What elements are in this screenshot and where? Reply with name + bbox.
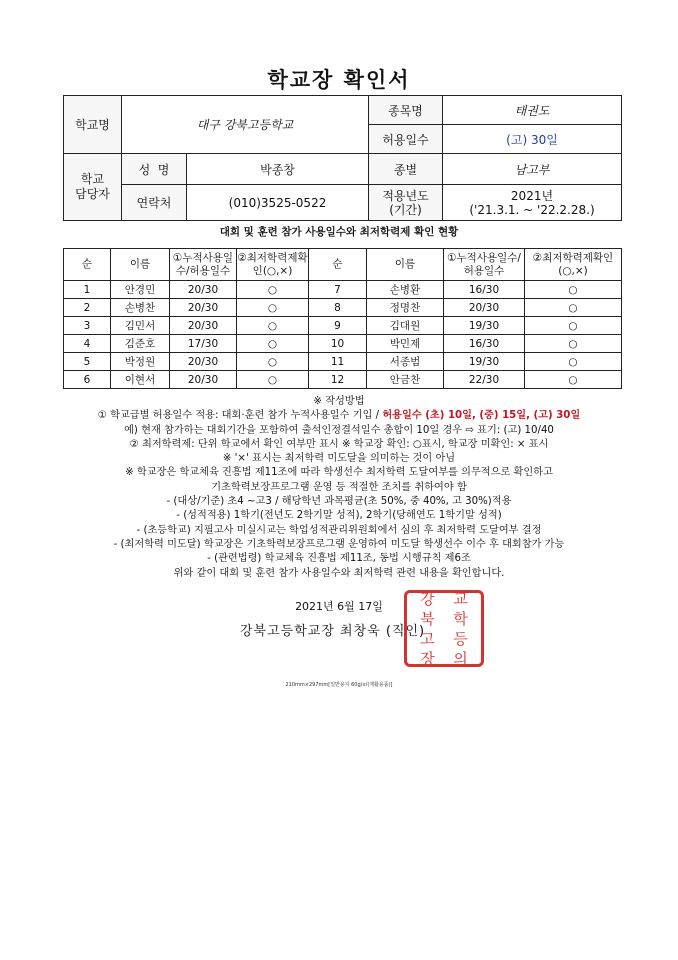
seal-glyph: 등 (453, 629, 468, 648)
student-days: 20/30 (170, 299, 237, 317)
seal-glyph: 학 (453, 609, 468, 628)
student-days-right: 22/30 (444, 371, 525, 389)
student-no: 4 (64, 335, 111, 353)
sport-text: 태권도 (514, 103, 550, 118)
student-name: 김준호 (111, 335, 170, 353)
student-name-right: 박민제 (367, 335, 444, 353)
student-days: 20/30 (170, 281, 237, 299)
notes-line-2: 예) 현재 참가하는 대회기간을 포함하여 출석인정결석일수 총합이 10일 경우 ⇨ 표기: (고) 10/40 (124, 424, 554, 436)
student-days-right: 16/30 (444, 281, 525, 299)
student-name-right: 김대원 (367, 317, 444, 335)
student-check-right: ○ (525, 317, 622, 335)
sport-value (443, 96, 622, 125)
contact-label: 연락처 (122, 185, 187, 221)
student-name: 손병찬 (111, 299, 170, 317)
allowed-days-label: 허용일수 (369, 125, 443, 154)
student-check-right: ○ (525, 371, 622, 389)
school-name: 대구 강북고등학교 (122, 96, 369, 154)
student-check-right: ○ (525, 281, 622, 299)
notes-line-8: - (성적적용) 1학기(전년도 2학기말 성적), 2학기(당해연도 1학기말 성적) (176, 510, 502, 522)
staff-name: 박종창 (187, 154, 369, 185)
table-row (64, 317, 622, 335)
student-no: 5 (64, 353, 111, 371)
header-check: ②최저학력제확인(○,×) (237, 249, 309, 281)
notes-line-7: - (대상/기준) 초4 ~고3 / 해당학년 과목평균(초 50%, 중 40%, 고 30%)적용 (166, 496, 512, 508)
year-cell (443, 185, 622, 221)
staff-label: 학교 담당자 (64, 154, 122, 221)
seal-glyph: 고 (420, 629, 435, 648)
student-rows (64, 281, 622, 389)
student-days-right: 20/30 (444, 299, 525, 317)
student-check: ○ (237, 353, 309, 371)
paper-spec-footer: 210mm×297mm[일반용지 60g/㎡(재활용품)] (285, 682, 393, 688)
table-row (64, 371, 622, 389)
student-name: 김민서 (111, 317, 170, 335)
allowed-days-value: (고) 30일 (443, 125, 622, 154)
student-check-right: ○ (525, 335, 622, 353)
document-date: 2021년 6월 17일 (295, 600, 383, 613)
seal-glyph: 의 (453, 649, 468, 668)
header-no-right: 순 (309, 249, 367, 281)
table-row (64, 299, 622, 317)
table-row (64, 353, 622, 371)
notes-heading: ※ 작성방법 (313, 396, 365, 407)
student-check: ○ (237, 371, 309, 389)
student-check: ○ (237, 335, 309, 353)
table-row (64, 281, 622, 299)
notes-line-10: - (최저학력 미도달) 학교장은 기초학력보장프로그램 운영하여 미도달 학생선수 이수 후 대회참가 가능 (113, 538, 565, 550)
student-days: 20/30 (170, 353, 237, 371)
header-no: 순 (64, 249, 111, 281)
notes-line-3: ② 최저학력제: 단위 학교에서 확인 여부만 표시 ※ 학교장 확인: ○표시, 학교장 미확인: × 표시 (129, 438, 549, 450)
student-check: ○ (237, 317, 309, 335)
student-no-right: 10 (309, 335, 367, 353)
official-seal (404, 590, 484, 667)
sport-label: 종목명 (369, 96, 443, 125)
notes-line-1-red: 허용일수 (초) 10일, (중) 15일, (고) 30일 (382, 410, 581, 422)
header-name-right: 이름 (367, 249, 444, 281)
header-days: ①누적사용일수/허용일수 (170, 249, 237, 281)
notes-line-1-text: ① 학교급별 허용일수 적용: 대회·훈련 참가 누적사용일수 기입 / (97, 410, 383, 422)
student-check: ○ (237, 281, 309, 299)
signer: 강북고등학교장 최창욱 (직인) (240, 624, 426, 639)
notes-line-4: ※ '×' 표시는 최저학력 미도달을 의미하는 것이 아님 (222, 453, 456, 465)
notes-line-11: - (관련법령) 학교체육 진흥법 제11조, 동법 시행규칙 제6조 (207, 553, 471, 565)
student-name-right: 안금찬 (367, 371, 444, 389)
student-no-right: 9 (309, 317, 367, 335)
student-no: 6 (64, 371, 111, 389)
gender-value (443, 154, 622, 185)
student-no-right: 12 (309, 371, 367, 389)
student-name-right: 서종범 (367, 353, 444, 371)
header-check-right: ②최저학력제확인(○,×) (525, 249, 622, 281)
school-label: 학교명 (64, 96, 122, 154)
seal-glyph: 강 (420, 589, 435, 608)
student-no-right: 8 (309, 299, 367, 317)
seal-glyph: 장 (420, 649, 435, 668)
notes-line-6: 기초학력보장프로그램 운영 등 적절한 조치를 취하여야 함 (211, 481, 467, 493)
staff-name-label: 성 명 (122, 154, 187, 185)
seal-glyph: 교 (453, 589, 468, 608)
notes-line-1 (40, 409, 638, 423)
student-no: 3 (64, 317, 111, 335)
student-check-right: ○ (525, 299, 622, 317)
student-check: ○ (237, 299, 309, 317)
confirm-statement: 위와 같이 대회 및 훈련 참가 사용일수와 최저학력 관련 내용을 확인합니다. (173, 567, 505, 579)
contact-value: (010)3525-0522 (187, 185, 369, 221)
section-title: 대회 및 훈련 참가 사용일수와 최저학력제 확인 현황 (219, 226, 459, 238)
notes-line-5: ※ 학교장은 학교체육 진흥법 제11조에 따라 학생선수 최저학력 도달여부를 의무적으로 확인하고 (125, 467, 553, 479)
student-days: 17/30 (170, 335, 237, 353)
period-value: ('21.3.1. ~ '22.2.28.) (469, 202, 595, 217)
student-days: 20/30 (170, 317, 237, 335)
students-table (63, 248, 622, 389)
table-row (64, 335, 622, 353)
student-days-right: 16/30 (444, 335, 525, 353)
student-no-right: 7 (309, 281, 367, 299)
notes-section (40, 395, 638, 581)
student-name: 이현서 (111, 371, 170, 389)
student-name: 안경민 (111, 281, 170, 299)
gender-text: 남고부 (514, 162, 550, 177)
school-info-table (63, 95, 622, 221)
student-no: 2 (64, 299, 111, 317)
student-days: 20/30 (170, 371, 237, 389)
gender-label: 종별 (369, 154, 443, 185)
notes-line-9: - (초등학교) 지필고사 미실시교는 학업성적관리위원회에서 심의 후 최저학력 도달여부 결정 (136, 524, 542, 536)
seal-glyph: 북 (420, 609, 435, 628)
student-no: 1 (64, 281, 111, 299)
header-days-right: ①누적사용일수/허용일수 (444, 249, 525, 281)
student-name-right: 정명찬 (367, 299, 444, 317)
student-check-right: ○ (525, 353, 622, 371)
year-value: 2021년 (510, 188, 554, 203)
header-name: 이름 (111, 249, 170, 281)
student-days-right: 19/30 (444, 353, 525, 371)
student-name: 박정원 (111, 353, 170, 371)
student-no-right: 11 (309, 353, 367, 371)
student-days-right: 19/30 (444, 317, 525, 335)
year-label: 적용년도 (기간) (369, 185, 443, 221)
student-name-right: 손병환 (367, 281, 444, 299)
document-title: 학교장 확인서 (267, 68, 411, 92)
